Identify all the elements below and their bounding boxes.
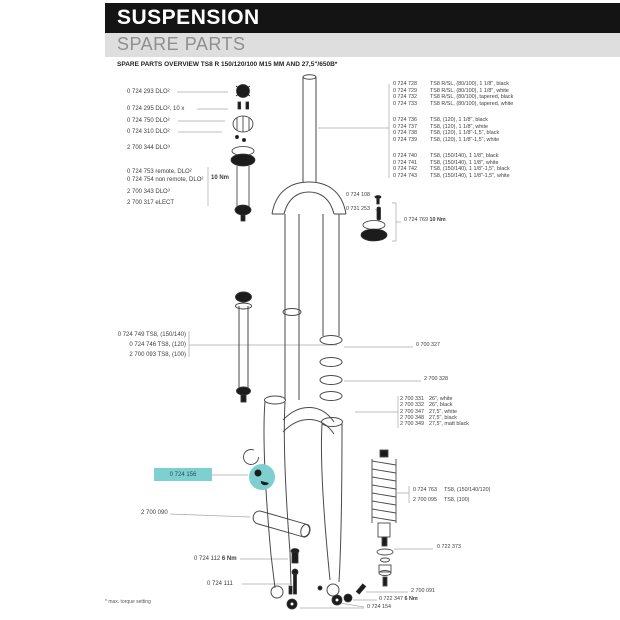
part-label-2700090: 2 700 090 bbox=[141, 510, 168, 516]
part-row bbox=[413, 485, 490, 495]
part-number: 0 724 742 bbox=[393, 166, 417, 173]
page-header-subtitle: SPARE PARTS bbox=[117, 34, 246, 54]
part-row bbox=[393, 166, 510, 173]
part-description: 27,5", white bbox=[429, 408, 457, 415]
part-number: 2 700 332 bbox=[400, 402, 424, 409]
part-number: 0 724 733 bbox=[393, 101, 417, 108]
spring-drawing bbox=[372, 450, 396, 586]
part-number: 0 724 763 bbox=[413, 487, 437, 493]
steerer-options-group-120 bbox=[393, 117, 499, 144]
part-number: 0 724 737 bbox=[393, 123, 417, 130]
part-number: 0 724 732 bbox=[393, 94, 417, 101]
wheel-size-options bbox=[400, 396, 469, 427]
part-number: 0 724 741 bbox=[393, 159, 417, 166]
part-label-0724111: 0 724 111 bbox=[207, 581, 233, 587]
torque-label-10nm-right: 10 Nm bbox=[429, 217, 446, 223]
part-description: 27,5", matt black bbox=[429, 421, 469, 428]
part-label-2700344: 2 700 344 DLO³ bbox=[127, 145, 170, 151]
part-number: 0 724 156 bbox=[169, 471, 197, 478]
part-label-0731253: 0 731 253 bbox=[346, 206, 370, 212]
part-description: TS8 R/SL, (80/100), tapered, black bbox=[430, 94, 514, 101]
steerer-options-group-80-100 bbox=[393, 81, 513, 108]
part-row bbox=[393, 94, 513, 101]
part-number: 0 724 736 bbox=[393, 117, 417, 123]
page-title: SPARE PARTS OVERVIEW TS8 R 150/120/100 M15 MM AND 27,5"/650B* bbox=[117, 61, 338, 68]
part-label-0724293: 0 724 293 DLO² bbox=[127, 89, 170, 95]
part-label-2700343: 2 700 343 DLO³ bbox=[127, 189, 170, 195]
part-row bbox=[393, 101, 513, 108]
part-number: 2 700 348 bbox=[400, 414, 424, 421]
part-label-2700091: 2 700 091 bbox=[411, 588, 435, 594]
part-description: TS8 R/SL, (80/100), 1 1/8", white bbox=[430, 87, 509, 94]
part-description: TS8, (150/140), 1 1/8"-1,5", black bbox=[430, 166, 510, 173]
part-label-0722373: 0 722 373 bbox=[437, 544, 461, 550]
torque-label-6nm-112: 6 Nm bbox=[221, 556, 237, 562]
part-number: 0 724 112 bbox=[194, 556, 221, 562]
damper-parts-drawing bbox=[231, 85, 255, 222]
part-label-0724108: 0 724 108 bbox=[346, 192, 370, 198]
part-label-0724769 bbox=[404, 218, 446, 224]
part-label-0724112 bbox=[194, 556, 237, 563]
part-label-0722347 bbox=[379, 597, 418, 603]
part-row bbox=[393, 173, 510, 180]
part-number: 0 722 347 bbox=[379, 596, 403, 602]
part-label-2700328: 2 700 328 bbox=[424, 376, 448, 382]
part-row bbox=[393, 153, 510, 160]
shock-options bbox=[413, 485, 490, 505]
part-number: 2 700 347 bbox=[400, 408, 424, 415]
part-label-0724154: 0 724 154 bbox=[367, 604, 391, 610]
part-description: TS8, (150/140/120) bbox=[444, 487, 491, 493]
part-label-0700327: 0 700 327 bbox=[416, 342, 440, 348]
part-label-0724753: 0 724 753 remote, DLO² bbox=[127, 169, 192, 175]
part-description: 26", black bbox=[429, 402, 453, 409]
part-row bbox=[413, 495, 490, 505]
part-number: 0 724 743 bbox=[393, 173, 417, 180]
part-label-0724750: 0 724 750 DLO² bbox=[127, 118, 170, 124]
part-number: 0 724 739 bbox=[393, 137, 417, 144]
part-label-0724746: 0 724 746 TS8, (120) bbox=[129, 342, 186, 348]
part-description: TS8, (120), 1 1/8", black bbox=[430, 117, 488, 123]
part-label-0724749: 0 724 749 TS8, (150/140) bbox=[117, 332, 186, 338]
part-number: 2 700 095 bbox=[413, 497, 437, 503]
fork-lowers-drawing bbox=[264, 396, 343, 598]
torque-label-6nm-347: 6 Nm bbox=[404, 596, 418, 602]
part-description: 26", white bbox=[429, 396, 453, 402]
fork-upper-drawing bbox=[272, 75, 346, 401]
part-row bbox=[393, 130, 499, 137]
part-row bbox=[393, 81, 513, 88]
part-description: TS8 R/SL, (80/100), 1 1/8", black bbox=[430, 81, 509, 87]
part-description: TS8, (120), 1 1/8"-1,5", black bbox=[430, 130, 500, 137]
highlight-part-marker[interactable] bbox=[244, 450, 276, 491]
part-number: 2 700 331 bbox=[400, 396, 424, 402]
part-number: 0 724 728 bbox=[393, 81, 417, 87]
part-description: TS8, (150/140), 1 1/8", white bbox=[430, 159, 499, 166]
part-label-2700317: 2 700 317 eLECT bbox=[127, 200, 175, 206]
steerer-options-group-150-140 bbox=[393, 153, 510, 180]
part-row bbox=[393, 137, 499, 144]
page-header-title: SUSPENSION bbox=[117, 6, 260, 29]
highlighted-part-label-0724156[interactable] bbox=[154, 468, 212, 481]
part-row bbox=[393, 117, 499, 124]
part-description: TS8, (150/140), 1 1/8", black bbox=[430, 153, 499, 159]
part-number: 2 700 349 bbox=[400, 421, 424, 428]
damper-rod-drawing bbox=[236, 292, 252, 402]
part-label-0724310: 0 724 310 DLO² bbox=[127, 129, 170, 135]
part-number: 0 724 729 bbox=[393, 87, 417, 94]
part-description: 27,5", black bbox=[429, 414, 457, 421]
part-number: 0 724 769 bbox=[404, 217, 428, 223]
part-label-0724295: 0 724 295 DLO², 10 x bbox=[127, 106, 185, 112]
part-description: TS8, (150/140), 1 1/8"-1,5", white bbox=[430, 173, 510, 180]
part-row bbox=[393, 124, 499, 131]
part-label-0724754: 0 724 754 non remote, DLO² bbox=[127, 177, 204, 183]
part-description: TS8 R/SL, (80/100), tapered, white bbox=[430, 101, 514, 108]
part-label-2700093: 2 700 093 TS8, (100) bbox=[129, 352, 186, 358]
part-description: TS8, (120), 1 1/8"-1,5", white bbox=[430, 137, 500, 144]
torque-label-10nm-left: 10 Nm bbox=[211, 175, 230, 181]
footnote: * max. torque setting bbox=[105, 599, 151, 605]
part-row bbox=[400, 421, 469, 427]
axle-drawing bbox=[252, 510, 312, 539]
part-description: TS8, (120), 1 1/8", white bbox=[430, 123, 488, 130]
part-description: TS8, (100) bbox=[444, 497, 470, 503]
part-number: 0 724 740 bbox=[393, 153, 417, 159]
part-row bbox=[393, 88, 513, 95]
stanchion-options-cluster bbox=[56, 330, 186, 360]
part-row bbox=[393, 160, 510, 167]
part-number: 0 724 738 bbox=[393, 130, 417, 137]
topcap-parts-drawing bbox=[361, 196, 387, 242]
